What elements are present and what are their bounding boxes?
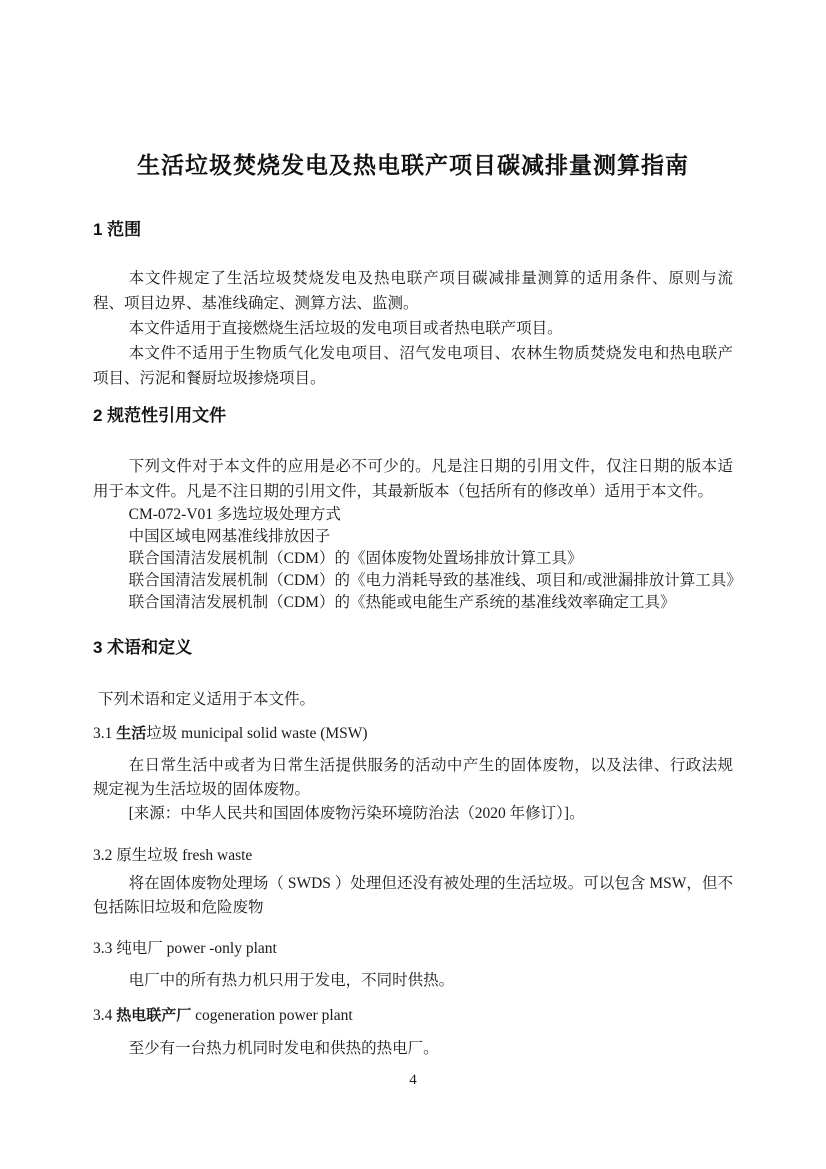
- section-1-paragraph-2: 本文件适用于直接燃烧生活垃圾的发电项目或者热电联产项目。: [128, 320, 563, 337]
- term-en: municipal solid waste (MSW): [181, 725, 368, 742]
- term-3-1-definition: 在日常生活中或者为日常生活提供服务的活动中产生的固体废物，以及法律、行政法规规定视为生活垃圾的固体废物。: [93, 757, 733, 798]
- page-number: 4: [409, 1072, 417, 1088]
- term-number: 3.3: [93, 940, 113, 957]
- term-3-4-heading: [93, 1004, 733, 1028]
- reference-item: 联合国清洁发展机制（CDM）的《热能或电能生产系统的基准线效率确定工具》: [128, 594, 676, 611]
- section-1-paragraph-1: 本文件规定了生活垃圾焚烧发电及热电联产项目碳减排量测算的适用条件、原则与流程、项目边界、基准线确定、测算方法、监测。: [93, 270, 733, 312]
- section-2-heading: 2 规范性引用文件: [93, 406, 227, 425]
- section-3-heading: 3 术语和定义: [93, 638, 193, 657]
- term-en: power -only plant: [166, 940, 277, 957]
- section-1-paragraph-3: 本文件不适用于生物质气化发电项目、沼气发电项目、农林生物质焚烧发电和热电联产项目、污泥和餐厨垃圾掺烧项目。: [93, 345, 733, 387]
- section-3-intro: 下列术语和定义适用于本文件。: [98, 691, 316, 708]
- term-zh-bold: 热电联产厂: [116, 1007, 192, 1024]
- term-number: 3.4: [93, 1007, 113, 1024]
- term-zh: 垃圾: [146, 725, 178, 742]
- term-zh-bold: 生活: [116, 725, 147, 742]
- reference-item: 联合国清洁发展机制（CDM）的《固体废物处置场排放计算工具》: [128, 550, 583, 567]
- reference-item: CM-072-V01 多选垃圾处理方式: [128, 506, 341, 523]
- term-number: 3.1: [93, 725, 113, 742]
- section-1-heading: 1 范围: [93, 220, 142, 239]
- term-zh: 原生垃圾: [116, 847, 179, 864]
- term-3-3-heading: [93, 937, 733, 961]
- reference-item: 联合国清洁发展机制（CDM）的《电力消耗导致的基准线、项目和/或泄漏排放计算工具》: [128, 572, 742, 589]
- term-3-4-definition: 至少有一台热力机同时发电和供热的热电厂。: [128, 1040, 439, 1057]
- term-zh: 纯电厂: [116, 940, 163, 957]
- term-3-2-definition: 将在固体废物处理场（ SWDS ）处理但还没有被处理的生活垃圾。可以包含 MSW，但不包括陈旧垃圾和危险废物: [93, 875, 733, 916]
- normative-reference-list: [93, 504, 742, 614]
- section-2-intro: 下列文件对于本文件的应用是必不可少的。凡是注日期的引用文件，仅注日期的版本适用于本文件。凡是不注日期的引用文件，其最新版本（包括所有的修改单）适用于本文件。: [93, 458, 733, 500]
- document-title: 生活垃圾焚烧发电及热电联产项目碳减排量测算指南: [137, 152, 689, 178]
- term-number: 3.2: [93, 847, 113, 864]
- reference-item: 中国区域电网基准线排放因子: [128, 528, 331, 545]
- term-3-1-source: [来源：中华人民共和国固体废物污染环境防治法（2020 年修订）]。: [128, 805, 585, 822]
- term-3-1-heading: [93, 722, 733, 746]
- term-3-3-definition: 电厂中的所有热力机只用于发电，不同时供热。: [128, 972, 455, 989]
- term-en: cogeneration power plant: [195, 1007, 353, 1024]
- term-en: fresh waste: [182, 847, 253, 864]
- term-3-2-heading: [93, 844, 733, 868]
- section-1-body: [93, 266, 733, 391]
